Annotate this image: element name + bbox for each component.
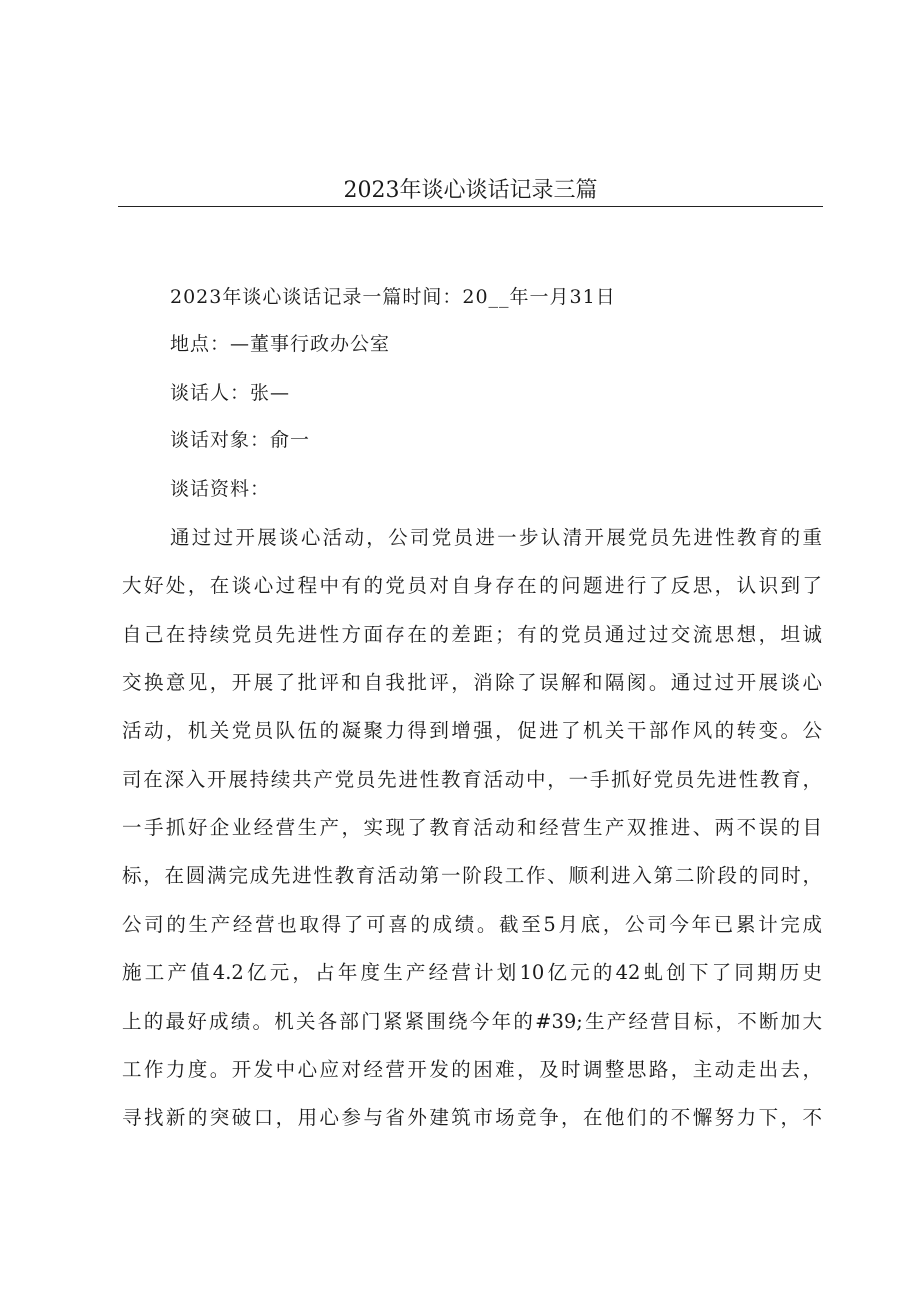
content-label: 谈话资料： [170, 478, 271, 500]
body-paragraph-line: 施工产值4.2亿元，占年度生产经营计划10亿元的42虬创下了同期历史 [122, 961, 822, 984]
body-paragraph-line: 交换意见，开展了批评和自我批评，消除了误解和隔阂。通过过开展谈心 [122, 671, 822, 694]
body-paragraph-line: 自己在持续党员先进性方面存在的差距；有的党员通过过交流思想，坦诚 [122, 623, 822, 646]
speaker-line: 谈话人：张— [170, 382, 291, 404]
subject-line: 谈话对象：俞一 [170, 429, 311, 451]
location-line: 地点：—董事行政办公室 [170, 333, 391, 355]
body-paragraph-line: 标，在圆满完成先进性教育活动第一阶段工作、顺利进入第二阶段的同时， [122, 864, 822, 887]
body-paragraph-line: 大好处，在谈心过程中有的党员对自身存在的问题进行了反思，认识到了 [122, 574, 822, 597]
body-paragraph-line: 活动，机关党员队伍的凝聚力得到增强，促进了机关干部作风的转变。公 [122, 719, 822, 742]
body-paragraph-line: 通过过开展谈心活动，公司党员进一步认清开展党员先进性教育的重 [170, 526, 822, 549]
body-paragraph-line: 工作力度。开发中心应对经营开发的困难，及时调整思路，主动走出去， [122, 1058, 822, 1081]
body-paragraph-line: 上的最好成绩。机关各部门紧紧围绕今年的#39;生产经营目标，不断加大 [122, 1010, 822, 1033]
body-paragraph-line: 公司的生产经营也取得了可喜的成绩。截至5月底，公司今年已累计完成 [122, 913, 822, 936]
title-underline [118, 206, 823, 207]
document-title: 2023年谈心谈话记录三篇 [343, 178, 598, 203]
body-paragraph-line: 寻找新的突破口，用心参与省外建筑市场竞争，在他们的不懈努力下，不 [122, 1106, 822, 1129]
body-paragraph-line: 一手抓好企业经营生产，实现了教育活动和经营生产双推进、两不误的目 [122, 816, 822, 839]
body-paragraph-line: 司在深入开展持续共产党员先进性教育活动中，一手抓好党员先进性教育， [122, 768, 822, 791]
record-heading: 2023年谈心谈话记录一篇时间：20__年一月31日 [170, 286, 616, 308]
